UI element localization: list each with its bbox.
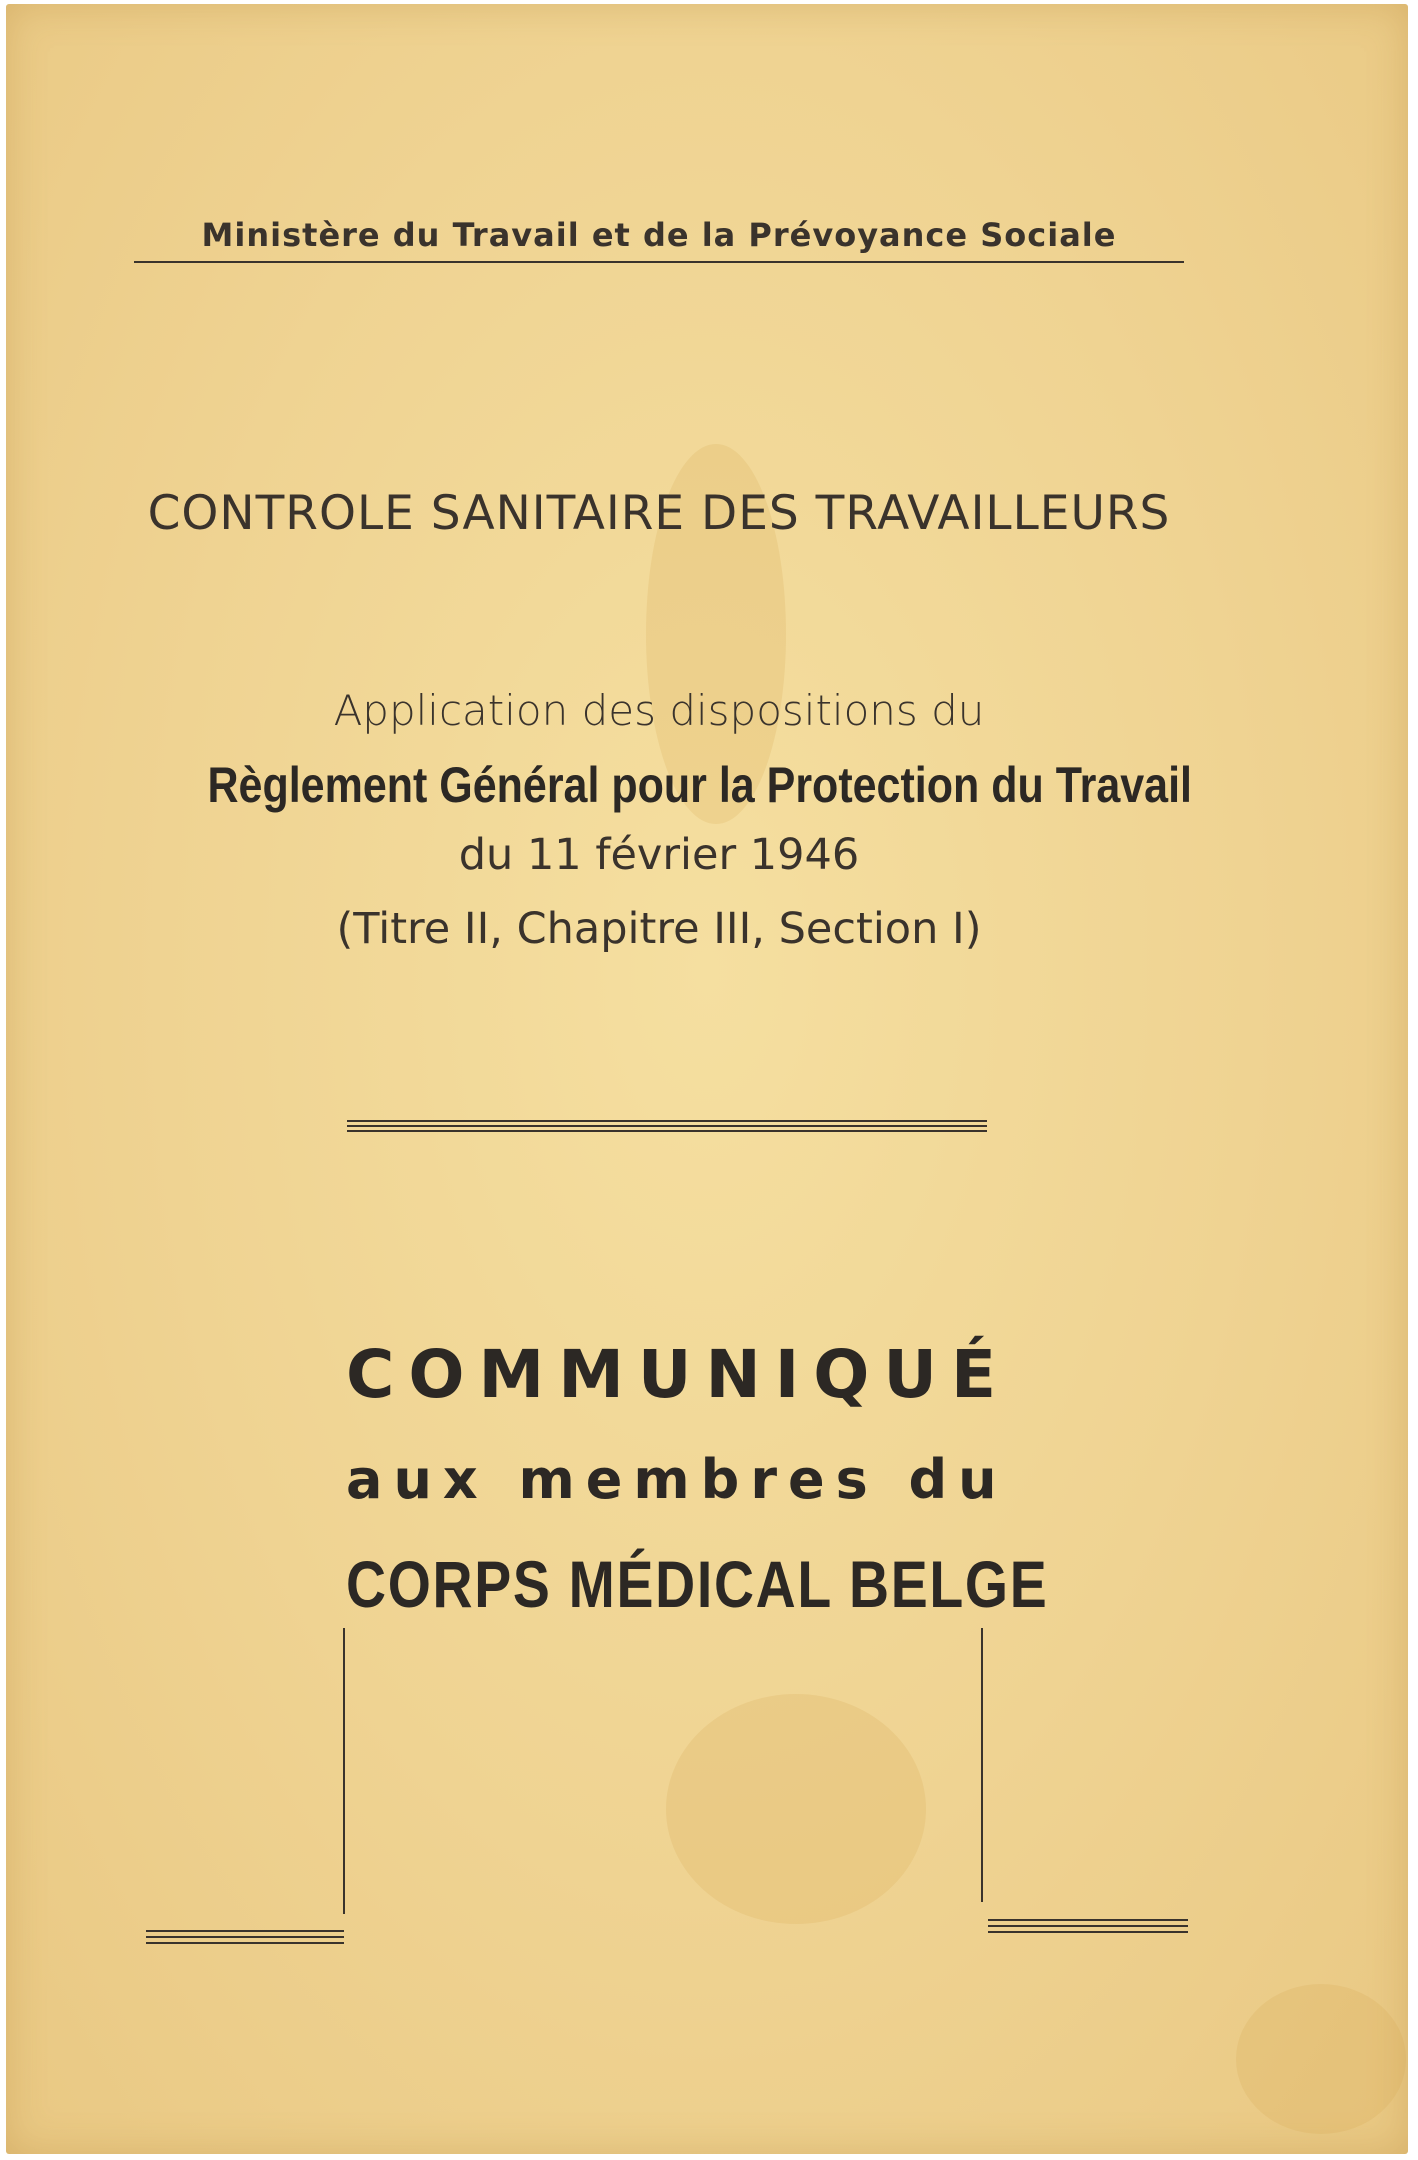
recipients-body: CORPS MÉDICAL BELGE: [346, 1547, 1049, 1621]
paper-stain: [666, 1694, 926, 1924]
section-divider: [347, 1120, 987, 1132]
bottom-right-rule: [988, 1919, 1188, 1933]
bottom-left-rule: [146, 1930, 344, 1944]
communique-title: COMMUNIQUÉ: [346, 1336, 1011, 1413]
paper-stain: [1236, 1984, 1406, 2134]
header-underline: [134, 261, 1184, 263]
document-cover: [6, 4, 1408, 2154]
regulation-title: Règlement Général pour la Protection du Travail: [207, 757, 1192, 813]
regulation-date: du 11 février 1946: [458, 830, 860, 880]
main-heading: CONTROLE SANITAIRE DES TRAVAILLEURS: [147, 486, 1171, 541]
recipients-line: aux membres du: [346, 1448, 1008, 1511]
regulation-reference: (Titre II, Chapitre III, Section I): [336, 904, 982, 954]
application-line: Application des dispositions du: [333, 686, 985, 735]
frame-left-line: [343, 1628, 345, 1914]
ministry-header: Ministère du Travail et de la Prévoyance Sociale: [201, 216, 1117, 254]
frame-right-line: [981, 1628, 983, 1902]
